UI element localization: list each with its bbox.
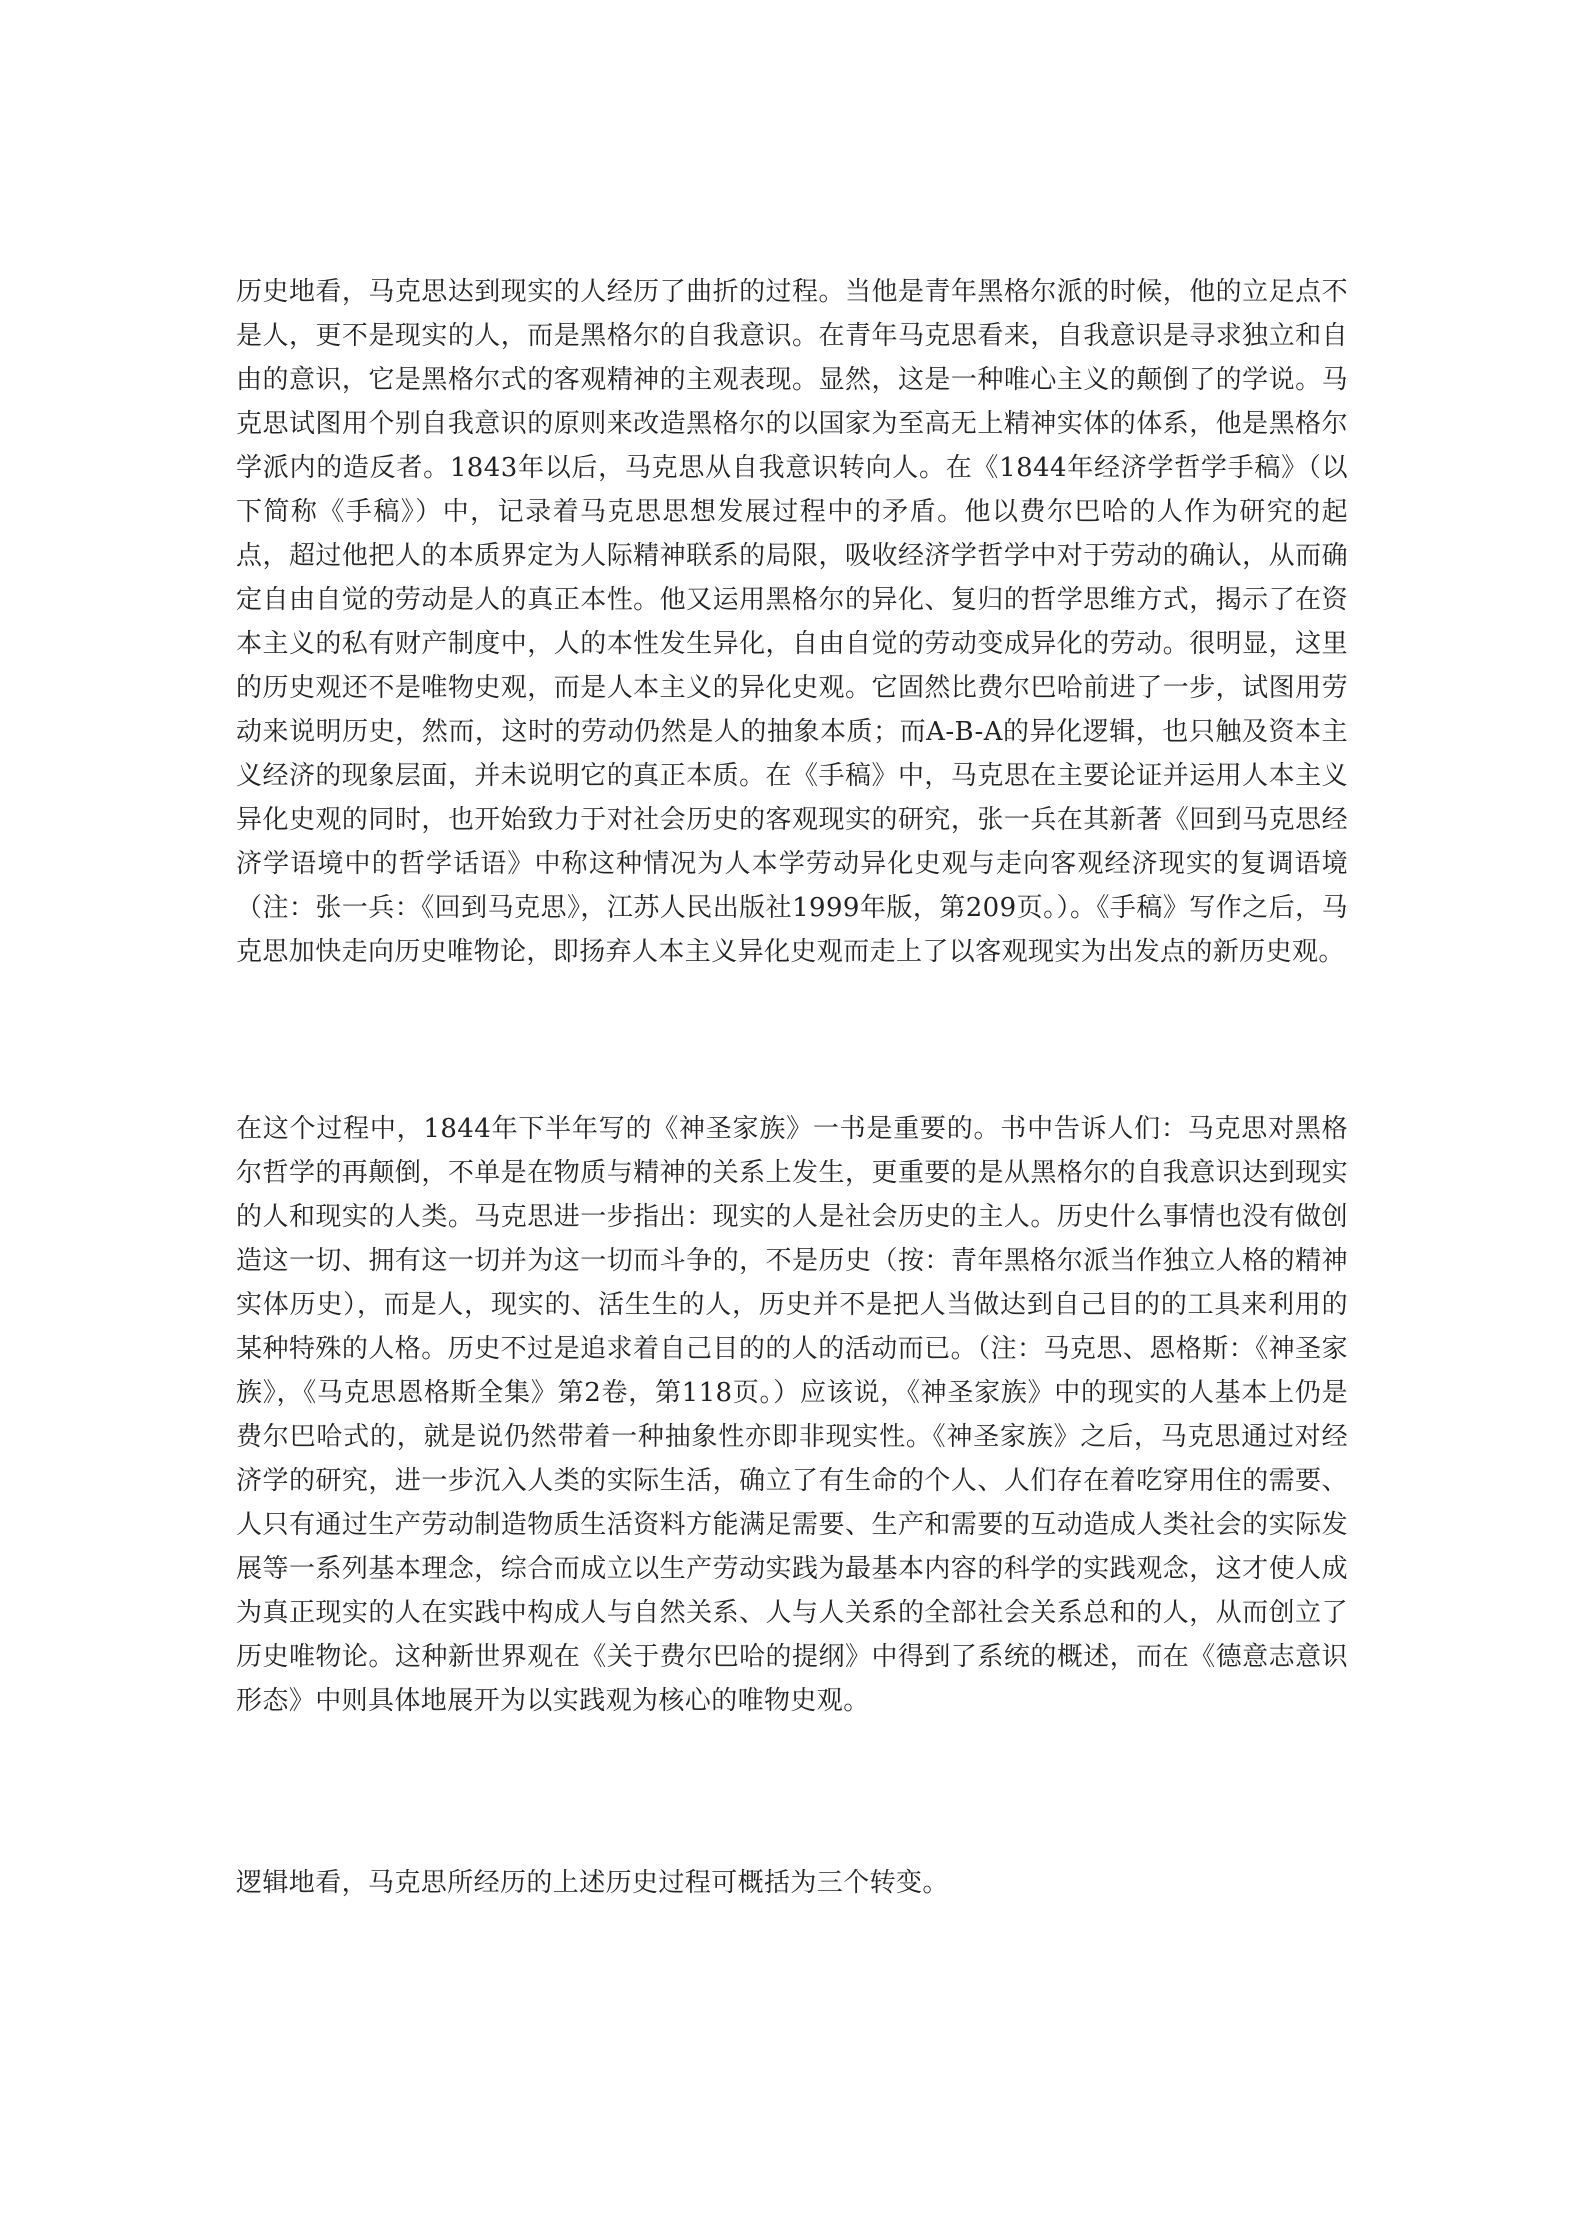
paragraph-history-of-marx-thought: 历史地看，马克思达到现实的人经历了曲折的过程。当他是青年黑格尔派的时候，他的立足点不是人，更不是现实的人，而是黑格尔的自我意识。在青年马克思看来，自我意识是寻求独立和自由的意识，它是黑格尔式的客观精神的主观表现。显然，这是一种唯心主义的颠倒了的学说。马克思试图用个别自我意识的原则来改造黑格尔的以国家为至高无上精神实体的体系，他是黑格尔学派内的造反者。1843年以后，马克思从自我意识转向人。在《1844年经济学哲学手稿》（以下简称《手稿》）中，记录着马克思思想发展过程中的矛盾。他以费尔巴哈的人作为研究的起点，超过他把人的本质界定为人际精神联系的局限，吸收经济学哲学中对于劳动的确认，从而确定自由自觉的劳动是人的真正本性。他又运用黑格尔的异化、复归的哲学思维方式，揭示了在资本主义的私有财产制度中，人的本性发生异化，自由自觉的劳动变成异化的劳动。很明显，这里的历史观还不是唯物史观，而是人本主义的异化史观。它固然比费尔巴哈前进了一步，试图用劳动来说明历史，然而，这时的劳动仍然是人的抽象本质；而A-B-A的异化逻辑，也只触及资本主义经济的现象层面，并未说明它的真正本质。在《手稿》中，马克思在主要论证并运用人本主义异化史观的同时，也开始致力于对社会历史的客观现实的研究，张一兵在其新著《回到马克思经济学语境中的哲学话语》中称这种情况为人本学劳动异化史观与走向客观经济现实的复调语境（注：张一兵：《回到马克思》，江苏人民出版社1999年版，第209页。）。《手稿》写作之后，马克思加快走向历史唯物论，即扬弃人本主义异化史观而走上了以客观现实为出发点的新历史观。 [236,277,1348,967]
paragraph-three-transformations: 逻辑地看，马克思所经历的上述历史过程可概括为三个转变。 [236,1868,949,1898]
paragraph-holy-family: 在这个过程中，1844年下半年写的《神圣家族》一书是重要的。书中告诉人们：马克思对黑格尔哲学的再颠倒，不单是在物质与精神的关系上发生，更重要的是从黑格尔的自我意识达到现实的人和现实的人类。马克思进一步指出：现实的人是社会历史的主人。历史什么事情也没有做创造这一切、拥有这一切并为这一切而斗争的，不是历史（按：青年黑格尔派当作独立人格的精神实体历史），而是人，现实的、活生生的人，历史并不是把人当做达到自己目的的工具来利用的某种特殊的人格。历史不过是追求着自己目的的人的活动而已。（注：马克思、恩格斯：《神圣家族》，《马克思恩格斯全集》第2卷，第118页。）应该说，《神圣家族》中的现实的人基本上仍是费尔巴哈式的，就是说仍然带着一种抽象性亦即非现实性。《神圣家族》之后，马克思通过对经济学的研究，进一步沉入人类的实际生活，确立了有生命的个人、人们存在着吃穿用住的需要、人只有通过生产劳动制造物质生活资料方能满足需要、生产和需要的互动造成人类社会的实际发展等一系列基本理念，综合而成立以生产劳动实践为最基本内容的科学的实践观念，这才使人成为真正现实的人在实践中构成人与自然关系、人与人关系的全部社会关系总和的人，从而创立了历史唯物论。这种新世界观在《关于费尔巴哈的提纲》中得到了系统的概述，而在《德意志意识形态》中则具体地展开为以实践观为核心的唯物史观。 [236,1114,1348,1716]
